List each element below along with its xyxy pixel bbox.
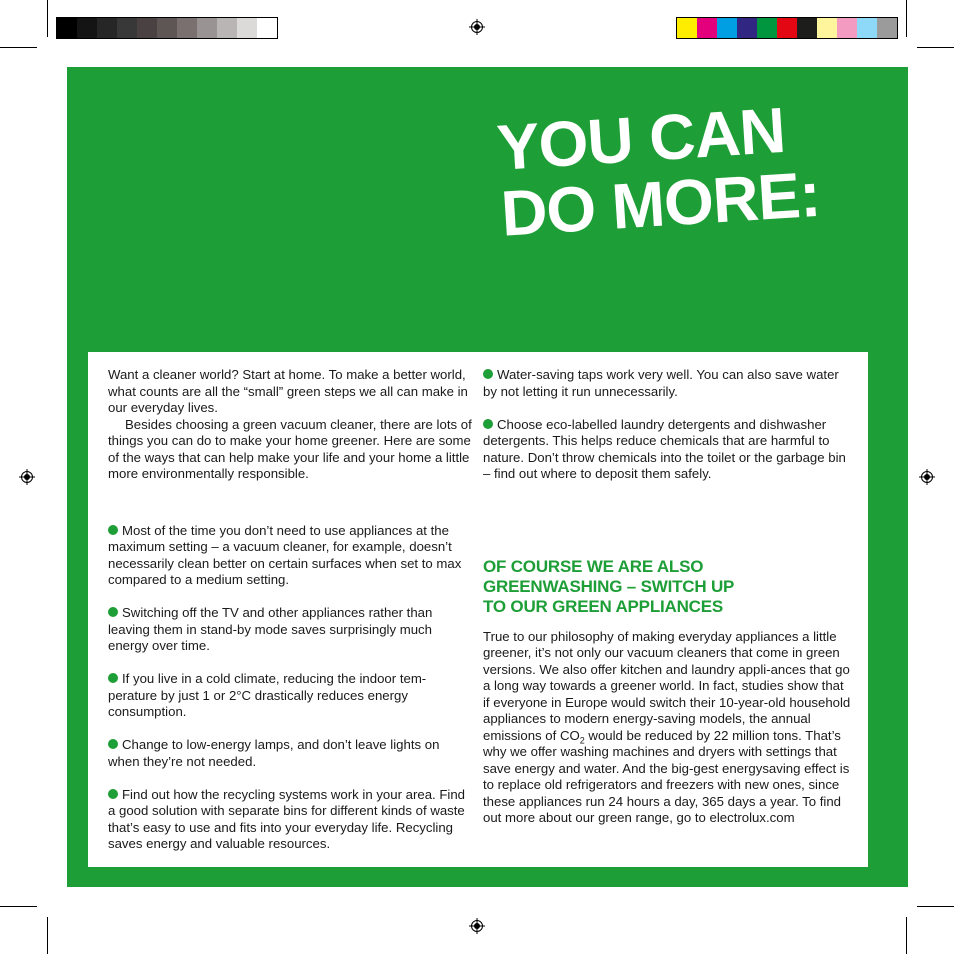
right-column (483, 367, 853, 827)
color-swatch (57, 18, 77, 38)
color-swatch (817, 18, 837, 38)
color-swatch (197, 18, 217, 38)
tip-text: Water-saving taps work very well. You can also save water by not letting it run unnecessarily. (483, 367, 839, 399)
headline (494, 91, 883, 250)
crop-mark (917, 47, 954, 48)
section-heading-line: GREENWASHING – SWITCH UP (483, 576, 735, 596)
section-heading-line: OF COURSE WE ARE ALSO (483, 556, 704, 576)
registration-mark-icon (469, 918, 485, 934)
registration-mark-icon (19, 469, 35, 485)
color-swatch (237, 18, 257, 38)
color-swatch (757, 18, 777, 38)
intro-paragraph: Want a cleaner world? Start at home. To make a better world, what counts are all the “small” green steps we all can make in our everyday lives. (108, 367, 468, 415)
tip-item (108, 737, 474, 770)
bullet-dot-icon (108, 673, 118, 683)
co2-subscript: 2 (579, 735, 585, 746)
color-swatch (257, 18, 277, 38)
color-swatch (777, 18, 797, 38)
bullet-dot-icon (108, 607, 118, 617)
tip-item (483, 367, 853, 400)
color-swatch (837, 18, 857, 38)
left-column (108, 367, 474, 853)
color-swatch (217, 18, 237, 38)
tip-item (108, 787, 474, 853)
grayscale-swatch-bar (56, 17, 278, 39)
crop-mark (917, 906, 954, 907)
color-swatch (697, 18, 717, 38)
tip-text: If you live in a cold climate, reducing the indoor tem-perature by just 1 or 2°C drastically reduces energy consumption. (108, 671, 427, 719)
color-swatch (157, 18, 177, 38)
tip-text: Find out how the recycling systems work in your area. Find a good solution with separate bins for different kinds of waste that’s easy to use and fits into your everyday life. Recycling saves energy and valuable resources. (108, 786, 466, 851)
tip-text: Switching off the TV and other appliances rather than leaving them in stand-by mode saves surprisingly much energy over time. (108, 605, 433, 653)
color-swatch (677, 18, 697, 38)
body-paragraph (483, 629, 853, 827)
color-swatch (137, 18, 157, 38)
crop-mark (906, 917, 907, 954)
bullet-dot-icon (483, 419, 493, 429)
crop-mark (906, 0, 907, 37)
color-swatch (877, 18, 897, 38)
tip-item (108, 523, 474, 589)
color-swatch (97, 18, 117, 38)
section-heading-line: TO OUR GREEN APPLIANCES (483, 596, 724, 616)
color-swatch (797, 18, 817, 38)
tip-item (108, 605, 474, 655)
registration-mark-icon (469, 19, 485, 35)
bullet-dot-icon (108, 525, 118, 535)
crop-mark (0, 47, 37, 48)
bullet-dot-icon (483, 369, 493, 379)
crop-mark (47, 917, 48, 954)
headline-line-1: YOU CAN (494, 93, 787, 184)
bullet-dot-icon (108, 739, 118, 749)
color-swatch-bar (676, 17, 898, 39)
color-swatch (717, 18, 737, 38)
body-text: True to our philosophy of making everyday appliances a little greener, it’s not only our vacuum cleaners that come in green versions. We also offer kitchen and laundry appli-ances that go a long way towards a greener world. In fact, studies show that if everyone in Europe would switch their 10-year-old household appliances to modern energy-saving models, the annual emissions of CO (483, 628, 851, 743)
crop-mark (0, 906, 37, 907)
tip-text: Most of the time you don’t need to use appliances at the maximum setting – a vacuum cleaner, for example, doesn’t necessarily clean better on certain surfaces when set to max compared to a medium setting. (108, 522, 462, 587)
intro-paragraph: Besides choosing a green vacuum cleaner, there are lots of things you can do to make your home greener. Here are some of the ways that can help make your life and your home a little more environmentally responsible. (108, 416, 472, 481)
color-swatch (77, 18, 97, 38)
tip-item (108, 671, 474, 721)
color-swatch (857, 18, 877, 38)
bullet-dot-icon (108, 789, 118, 799)
tip-text: Change to low-energy lamps, and don’t leave lights on when they’re not needed. (108, 737, 440, 769)
tip-text: Choose eco-labelled laundry detergents and dishwasher detergents. This helps reduce chemicals that are harmful to nature. Don’t throw chemicals into the toilet or the garbage bin – find out where to deposit them safely. (483, 416, 846, 481)
body-text: would be reduced by 22 million tons. That’s why we offer washing machines and dryers with settings that save energy and water. And the big-gest energysaving effect is to replace old refrigerators and freezers with new ones, since these appliances run 24 hours a day, 365 days a year. To find out more about our green range, go to electrolux.com (483, 727, 850, 825)
color-swatch (117, 18, 137, 38)
tip-item (483, 417, 853, 483)
color-swatch (177, 18, 197, 38)
section-heading (483, 557, 853, 617)
crop-mark (47, 0, 48, 37)
color-swatch (737, 18, 757, 38)
registration-mark-icon (919, 469, 935, 485)
headline-line-2: DO MORE: (498, 157, 822, 250)
